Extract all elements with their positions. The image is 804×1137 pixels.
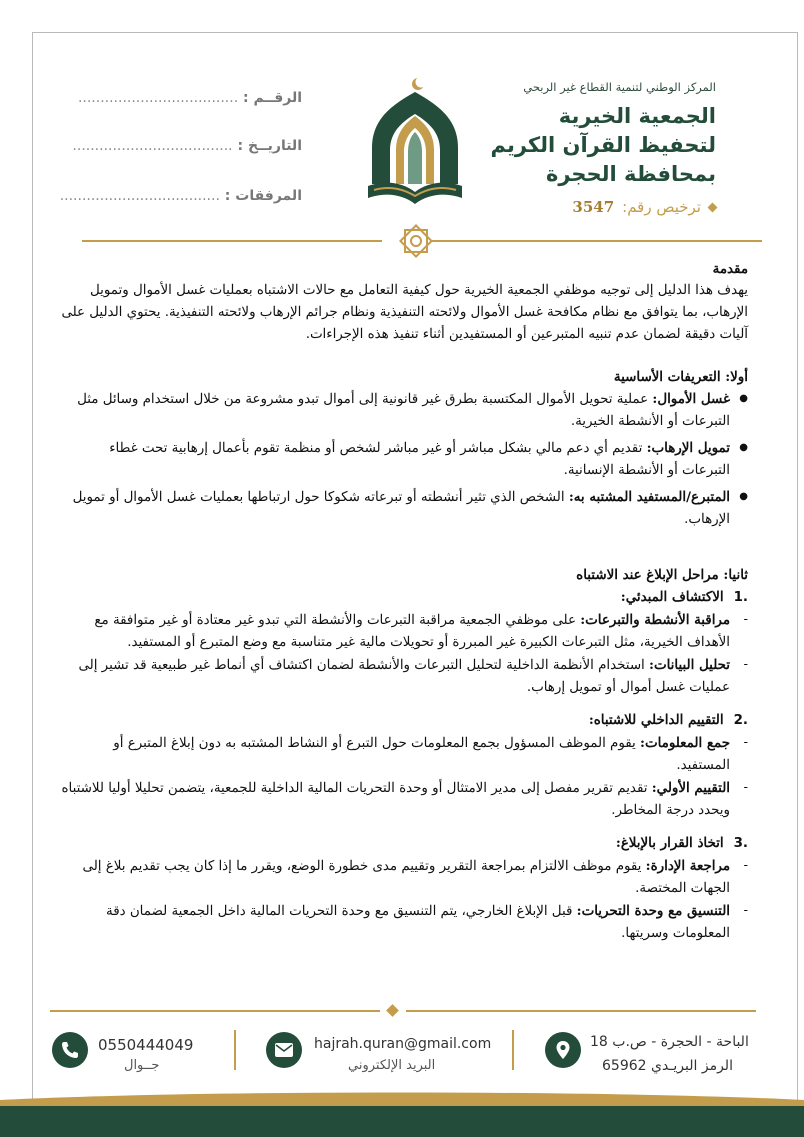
definitions-title: أولا: التعريفات الأساسية	[613, 369, 748, 385]
attachments-field	[59, 188, 302, 204]
stage-item-term: جمع المعلومات:	[640, 735, 730, 751]
star-ornament-icon	[397, 222, 435, 260]
org-name-line2: لتحفيظ القرآن الكريم	[490, 133, 716, 157]
intro-title: مقدمة	[712, 261, 748, 277]
phone-label: جــوال	[124, 1058, 160, 1073]
definition-text: عملية تحويل الأموال المكتسبة بطرق غير قانونية إلى أموال تبدو مشروعة من خلال استخدام وسائل مثل التبرعات أو الأنشطة الخيرية.	[77, 392, 730, 429]
header-divider-right	[432, 240, 762, 242]
mosque-book-logo-icon	[360, 76, 470, 216]
footer-green-band	[0, 1106, 804, 1137]
license-line	[572, 198, 716, 216]
definition-item	[58, 486, 748, 531]
email-label: البريد الإلكتروني	[348, 1058, 436, 1073]
definitions-section	[58, 366, 748, 535]
definitions-list	[58, 388, 748, 531]
stage-item-term: تحليل البيانات:	[649, 657, 730, 673]
ref-label: الرقــم :	[243, 90, 302, 106]
stage-heading: الاكتشاف المبدئي:	[620, 589, 724, 605]
stage-item-term: مراقبة الأنشطة والتبرعات:	[580, 612, 730, 628]
definition-term: المتبرع/المستفيد المشتبه به:	[568, 489, 730, 505]
date-dots: ....................................	[72, 138, 233, 154]
stages-title: ثانيا: مراحل الإبلاغ عند الاشتباه	[576, 567, 748, 583]
phone-icon	[52, 1032, 88, 1068]
stage-item	[58, 732, 748, 777]
stage-item	[58, 777, 748, 822]
definition-term: تمويل الإرهاب:	[646, 440, 730, 456]
definition-text: الشخص الذي تثير أنشطته أو تبرعاته شكوكا حول ارتباطها بعمليات غسل الأموال أو تمويل الإرهاب.	[72, 490, 730, 527]
email-address[interactable]: hajrah.quran@gmail.com	[314, 1036, 492, 1052]
attachments-label: المرفقات :	[224, 188, 302, 204]
footer-divider-right	[406, 1010, 756, 1012]
stage-title	[58, 709, 748, 732]
footer-divider-left	[50, 1010, 380, 1012]
stage-title	[58, 586, 748, 609]
stage-item-term: التقييم الأولي:	[651, 780, 730, 796]
diamond-icon	[708, 203, 718, 213]
stage-list	[58, 609, 748, 699]
ref-dots: ....................................	[77, 90, 239, 106]
attachments-dots: ....................................	[59, 188, 220, 204]
org-name-line3: بمحافظة الحجرة	[545, 162, 716, 186]
stage-item-text: على موظفي الجمعية مراقبة التبرعات والأنشطة التي تبدو غير معتادة أو غير متوافقة مع الأهداف الخيرية، مثل التبرعات الكبيرة غير المبررة أو تحويلات مالية غير متناسبة مع وضع المتبرع أو المستفيد.	[94, 613, 730, 650]
intro-section	[58, 258, 748, 346]
stage-item	[58, 855, 748, 900]
location-pin-icon	[545, 1032, 581, 1068]
definition-term: غسل الأموال:	[652, 391, 730, 407]
date-field	[72, 138, 302, 154]
stage-item	[58, 609, 748, 654]
mail-icon	[266, 1032, 302, 1068]
stage-number: .3	[733, 836, 748, 851]
address-line: الباحة - الحجرة - ص.ب 18	[590, 1034, 749, 1050]
stage-item-text: يقوم موظف الالتزام بمراجعة التقرير وتقييم مدى خطورة الوضع، ويقرر ما إذا كان يجب تقديم بلاغ إلى الجهات المختصة.	[82, 859, 730, 896]
phone-number[interactable]: 0550444049	[98, 1036, 194, 1054]
stage-heading: اتخاذ القرار بالإبلاغ:	[615, 835, 724, 851]
ref-field	[77, 90, 302, 106]
stage-item-text: يقوم الموظف المسؤول بجمع المعلومات حول التبرع أو النشاط المشتبه به دون إبلاغ المتبرع أو المستفيد.	[113, 736, 730, 773]
stage-item-term: مراجعة الإدارة:	[645, 858, 730, 874]
stage-item-term: التنسيق مع وحدة التحريات:	[576, 903, 730, 919]
definition-item	[58, 437, 748, 482]
date-label: التاريــخ :	[237, 138, 302, 154]
header-divider-left	[82, 240, 382, 242]
stage-list	[58, 732, 748, 822]
reporting-stages-section	[58, 564, 748, 945]
stage-item	[58, 900, 748, 945]
stage-item-text: تقديم تقرير مفصل إلى مدير الامتثال أو وحدة التحريات المالية الداخلية للجمعية، يتضمن تحليلا أوليا للاشتباه ويحدد درجة المخاطر.	[61, 781, 730, 818]
org-name-line1: الجمعية الخيرية	[558, 104, 716, 128]
definition-text: تقديم أي دعم مالي بشكل مباشر أو غير مباشر لشخص أو منظمة تقوم بأعمال إرهابية تحت غطاء التبرعات أو الأنشطة الإنسانية.	[109, 441, 730, 478]
stage-item	[58, 654, 748, 699]
stage-title	[58, 832, 748, 855]
stage-number: .2	[733, 713, 748, 728]
stage-item-text: قبل الإبلاغ الخارجي، يتم التنسيق مع وحدة التحريات المالية داخل الجمعية لضمان دقة المعلومات وسريتها.	[106, 904, 730, 941]
license-label: ترخيص رقم:	[622, 198, 701, 216]
definition-item	[58, 388, 748, 433]
postal-code: الرمز البريـدي 65962	[602, 1058, 733, 1074]
stage-item-text: استخدام الأنظمة الداخلية لتحليل التبرعات والأنشطة لضمان اكتشاف أي أنماط غير طبيعية قد تشير إلى عمليات غسل أموال أو تمويل إرهاب.	[78, 658, 730, 695]
footer-separator	[512, 1030, 514, 1070]
intro-text: يهدف هذا الدليل إلى توجيه موظفي الجمعية الخيرية حول كيفية التعامل مع حالات الاشتباه بعمليات غسل الأموال وتمويل الإرهاب، بما يتوافق مع نظام مكافحة غسل الأموال ولائحته التنفيذية ونظام جرائم الإرهاب ولائحته التنفيذية. يحتوي الدليل على آليات دقيقة لضمان عدم تنبيه المتبرعين أو المستفيدين أثناء تنفيذ هذه الإجراءات.	[61, 283, 748, 342]
stage-number: .1	[733, 590, 748, 605]
stage-heading: التقييم الداخلي للاشتباه:	[588, 712, 724, 728]
footer-separator	[234, 1030, 236, 1070]
license-number: 3547	[572, 198, 615, 216]
stage-list	[58, 855, 748, 945]
org-parent-name: المركز الوطني لتنمية القطاع غير الربحي	[523, 80, 716, 94]
